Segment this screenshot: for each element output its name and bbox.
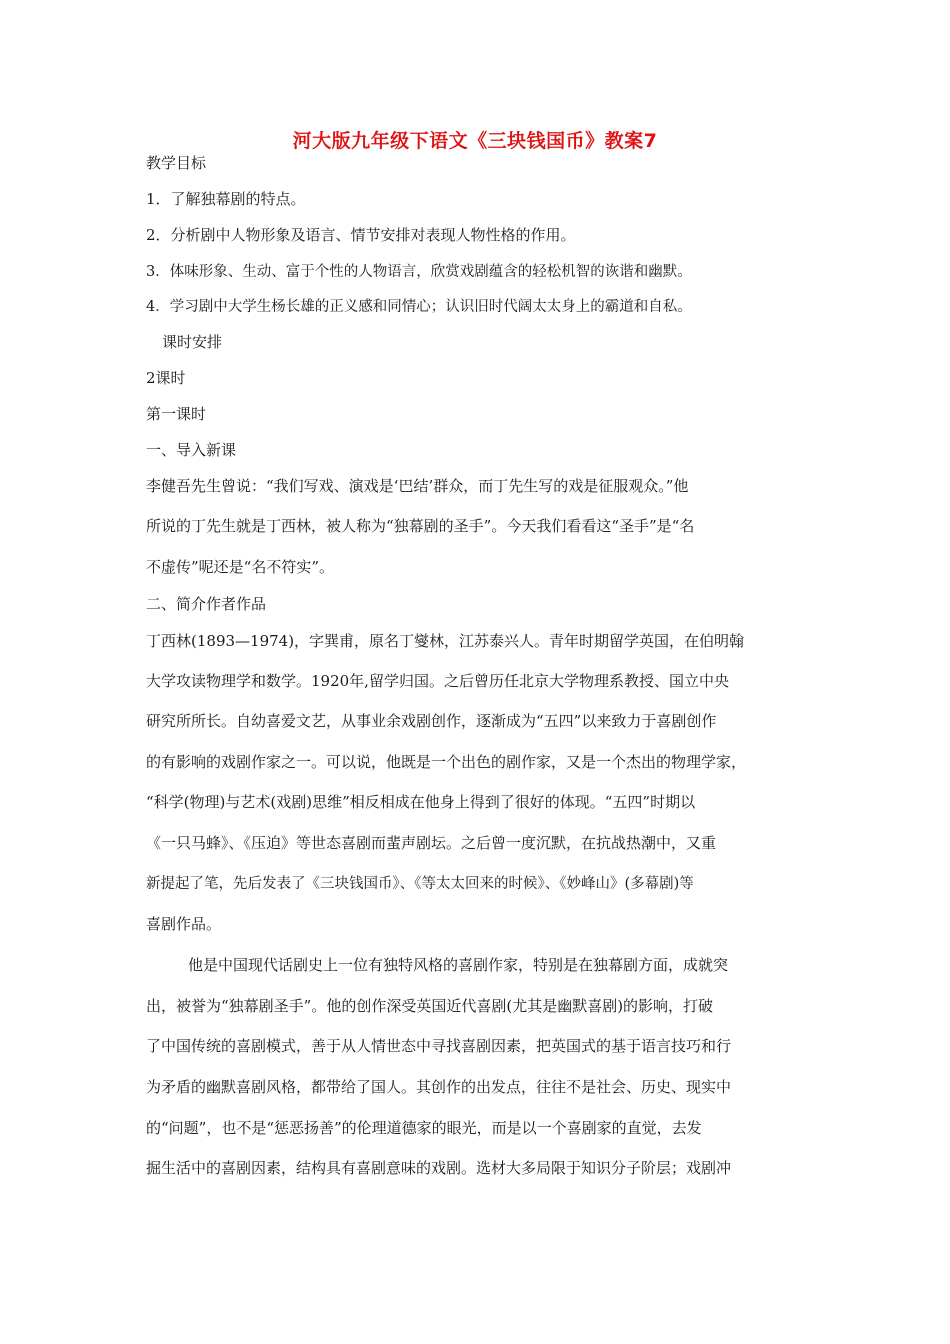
paragraph-line: 他是中国现代话剧史上一位有独特风格的喜剧作家，特别是在独幕剧方面，成就突 bbox=[188, 956, 729, 974]
section-heading: 课时安排 bbox=[162, 333, 223, 351]
paragraph-line: “科学(物理)与艺术(戏剧)思维”相反相成在他身上得到了很好的体现。“五四”时期以 bbox=[146, 793, 696, 811]
section-heading: 一、导入新课 bbox=[146, 441, 237, 459]
objective-item: 3．体味形象、生动、富于个性的人物语言，欣赏戏剧蕴含的轻松机智的诙谐和幽默。 bbox=[146, 264, 692, 280]
objective-item: 1．了解独幕剧的特点。 bbox=[146, 190, 306, 208]
paragraph-line: 掘生活中的喜剧因素，结构具有喜剧意味的戏剧。选材大多局限于知识分子阶层；戏剧冲 bbox=[146, 1159, 732, 1177]
paragraph-line: 丁西林(1893—1974)，字巽甫，原名丁燮林，江苏泰兴人。青年时期留学英国，在伯明翰 bbox=[146, 632, 745, 650]
paragraph-line: 2课时 bbox=[146, 369, 186, 387]
document-title: 河大版九年级下语文《三块钱国币》教案7 bbox=[292, 130, 658, 152]
section-heading: 二、简介作者作品 bbox=[146, 595, 267, 613]
paragraph-line: 的“问题”，也不是“惩恶扬善”的伦理道德家的眼光，而是以一个喜剧家的直觉，去发 bbox=[146, 1119, 702, 1137]
paragraph-line: 为矛盾的幽默喜剧风格，都带给了国人。其创作的出发点，往往不是社会、历史、现实中 bbox=[146, 1078, 732, 1096]
paragraph-line: 喜剧作品。 bbox=[146, 915, 222, 933]
paragraph-line: 的有影响的戏剧作家之一。可以说，他既是一个出色的剧作家，又是一个杰出的物理学家， bbox=[146, 753, 747, 771]
objective-item: 2．分析剧中人物形象及语言、情节安排对表现人物性格的作用。 bbox=[146, 226, 576, 244]
paragraph-line: 出，被誉为“独幕剧圣手”。他的创作深受英国近代喜剧(尤其是幽默喜剧)的影响，打破 bbox=[146, 997, 714, 1015]
paragraph-line: 李健吾先生曾说：“我们写戏、演戏是‘巴结’群众，而丁先生写的戏是征服观众。”他 bbox=[146, 477, 689, 495]
objective-item: 4．学习剧中大学生杨长雄的正义感和同情心；认识旧时代阔太太身上的霸道和自私。 bbox=[146, 299, 692, 315]
paragraph-line: 所说的丁先生就是丁西林，被人称为“独幕剧的圣手”。今天我们看看这“圣手”是“名 bbox=[146, 517, 695, 535]
paragraph-line: 了中国传统的喜剧模式，善于从人情世态中寻找喜剧因素，把英国式的基于语言技巧和行 bbox=[146, 1037, 732, 1055]
paragraph-line: 大学攻读物理学和数学。1920年,留学归国。之后曾历任北京大学物理系教授、国立中央 bbox=[146, 672, 729, 690]
paragraph-line: 不虚传”呢还是“名不符实”。 bbox=[146, 558, 335, 576]
paragraph-line: 研究所所长。自幼喜爱文艺，从事业余戏剧创作，逐渐成为“五四”以来致力于喜剧创作 bbox=[146, 712, 717, 730]
paragraph-line: 《一只马蜂》、《压迫》等世态喜剧而蜚声剧坛。之后曾一度沉默，在抗战热潮中，又重 bbox=[146, 834, 717, 852]
paragraph-line: 新提起了笔，先后发表了《三块钱国币》、《等太太回来的时候》、《妙峰山》(多幕剧)等 bbox=[146, 876, 694, 892]
section-heading: 教学目标 bbox=[146, 154, 207, 172]
section-heading: 第一课时 bbox=[146, 405, 207, 423]
